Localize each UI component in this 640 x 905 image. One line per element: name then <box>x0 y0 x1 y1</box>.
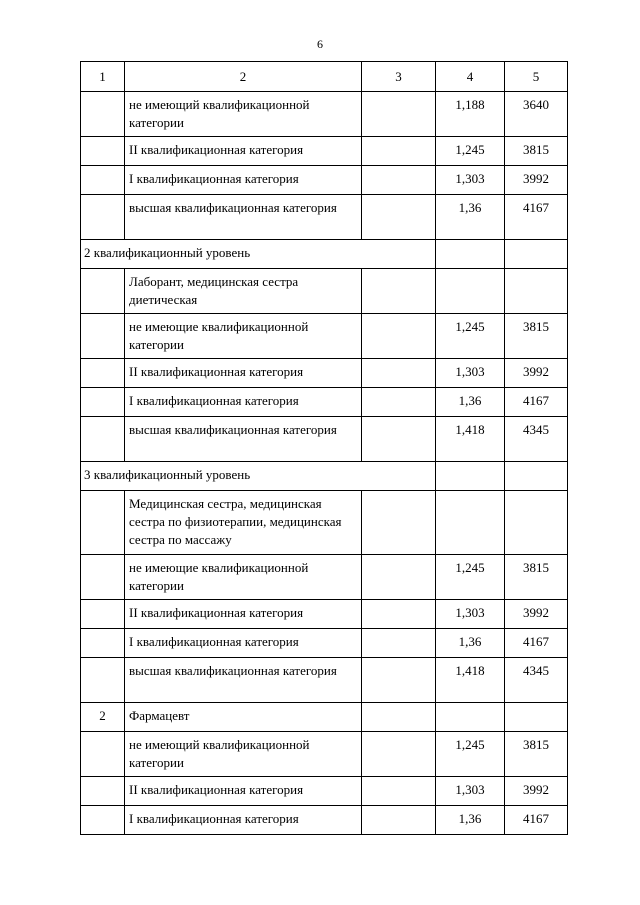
empty-cell <box>505 240 568 269</box>
empty-cell <box>436 462 505 491</box>
position-cell: высшая квалификационная категория <box>125 417 362 462</box>
column-3-cell <box>362 314 436 359</box>
row-number-cell <box>81 137 125 166</box>
tariff-table <box>80 61 568 835</box>
column-3-cell <box>362 195 436 240</box>
coefficient-cell <box>436 491 505 555</box>
table-row <box>81 314 568 359</box>
column-3-cell <box>362 806 436 835</box>
salary-cell: 3992 <box>505 600 568 629</box>
table-row <box>81 388 568 417</box>
header-cell: 1 <box>81 62 125 92</box>
column-3-cell <box>362 359 436 388</box>
table-row <box>81 417 568 462</box>
position-cell: II квалификационная категория <box>125 359 362 388</box>
empty-cell <box>436 240 505 269</box>
row-number-cell <box>81 491 125 555</box>
salary-cell: 3815 <box>505 555 568 600</box>
table-row <box>81 269 568 314</box>
column-3-cell <box>362 166 436 195</box>
coefficient-cell: 1,36 <box>436 388 505 417</box>
salary-cell: 4167 <box>505 806 568 835</box>
coefficient-cell <box>436 269 505 314</box>
row-number-cell <box>81 417 125 462</box>
row-number-cell <box>81 629 125 658</box>
qualification-level-row <box>81 240 568 269</box>
header-cell: 3 <box>362 62 436 92</box>
position-cell: высшая квалификационная категория <box>125 195 362 240</box>
salary-cell: 3992 <box>505 166 568 195</box>
coefficient-cell: 1,36 <box>436 629 505 658</box>
position-cell: высшая квалификационная категория <box>125 658 362 703</box>
coefficient-cell: 1,188 <box>436 92 505 137</box>
coefficient-cell: 1,245 <box>436 137 505 166</box>
salary-cell <box>505 269 568 314</box>
coefficient-cell: 1,245 <box>436 555 505 600</box>
salary-cell: 4167 <box>505 195 568 240</box>
salary-cell: 4345 <box>505 417 568 462</box>
column-3-cell <box>362 491 436 555</box>
qualification-level-row <box>81 462 568 491</box>
position-cell: I квалификационная категория <box>125 166 362 195</box>
coefficient-cell: 1,418 <box>436 658 505 703</box>
salary-cell: 3992 <box>505 359 568 388</box>
column-3-cell <box>362 732 436 777</box>
page-number: 6 <box>317 37 323 51</box>
column-3-cell <box>362 629 436 658</box>
column-3-cell <box>362 703 436 732</box>
row-number-cell <box>81 806 125 835</box>
row-number-cell <box>81 555 125 600</box>
column-3-cell <box>362 137 436 166</box>
table-row <box>81 555 568 600</box>
coefficient-cell: 1,303 <box>436 166 505 195</box>
table-row <box>81 359 568 388</box>
row-number-cell <box>81 777 125 806</box>
salary-cell: 3815 <box>505 732 568 777</box>
salary-cell: 3992 <box>505 777 568 806</box>
salary-cell: 4345 <box>505 658 568 703</box>
salary-cell: 4167 <box>505 388 568 417</box>
row-number-cell <box>81 269 125 314</box>
column-3-cell <box>362 269 436 314</box>
row-number-cell <box>81 314 125 359</box>
position-cell: Фармацевт <box>125 703 362 732</box>
salary-cell: 3815 <box>505 314 568 359</box>
salary-cell: 3640 <box>505 92 568 137</box>
column-3-cell <box>362 555 436 600</box>
position-cell: I квалификационная категория <box>125 629 362 658</box>
table-row <box>81 806 568 835</box>
table-row <box>81 629 568 658</box>
table-row <box>81 92 568 137</box>
header-cell: 4 <box>436 62 505 92</box>
coefficient-cell: 1,245 <box>436 732 505 777</box>
coefficient-cell: 1,245 <box>436 314 505 359</box>
header-cell: 5 <box>505 62 568 92</box>
column-3-cell <box>362 600 436 629</box>
column-3-cell <box>362 388 436 417</box>
qualification-level-label: 3 квалификационный уровень <box>81 462 436 491</box>
header-cell: 2 <box>125 62 362 92</box>
column-3-cell <box>362 777 436 806</box>
table-row <box>81 195 568 240</box>
position-cell: не имеющий квалификационной категории <box>125 92 362 137</box>
coefficient-cell <box>436 703 505 732</box>
position-cell: не имеющий квалификационной категории <box>125 732 362 777</box>
row-number-cell <box>81 600 125 629</box>
row-number-cell: 2 <box>81 703 125 732</box>
coefficient-cell: 1,36 <box>436 195 505 240</box>
salary-cell <box>505 703 568 732</box>
column-3-cell <box>362 658 436 703</box>
row-number-cell <box>81 195 125 240</box>
table-row <box>81 137 568 166</box>
position-cell: I квалификационная категория <box>125 806 362 835</box>
row-number-cell <box>81 359 125 388</box>
coefficient-cell: 1,303 <box>436 359 505 388</box>
table-row <box>81 600 568 629</box>
table-row <box>81 166 568 195</box>
position-cell: II квалификационная категория <box>125 137 362 166</box>
table-row <box>81 491 568 555</box>
row-number-cell <box>81 658 125 703</box>
coefficient-cell: 1,303 <box>436 600 505 629</box>
table-row <box>81 703 568 732</box>
empty-cell <box>505 462 568 491</box>
coefficient-cell: 1,36 <box>436 806 505 835</box>
salary-cell <box>505 491 568 555</box>
row-number-cell <box>81 732 125 777</box>
table-row <box>81 777 568 806</box>
position-cell: не имеющие квалификационной категории <box>125 314 362 359</box>
table-row <box>81 658 568 703</box>
row-number-cell <box>81 388 125 417</box>
position-cell: II квалификационная категория <box>125 777 362 806</box>
table-header-row <box>81 62 568 92</box>
column-3-cell <box>362 417 436 462</box>
salary-cell: 4167 <box>505 629 568 658</box>
row-number-cell <box>81 166 125 195</box>
coefficient-cell: 1,303 <box>436 777 505 806</box>
column-3-cell <box>362 92 436 137</box>
coefficient-cell: 1,418 <box>436 417 505 462</box>
position-cell: I квалификационная категория <box>125 388 362 417</box>
qualification-level-label: 2 квалификационный уровень <box>81 240 436 269</box>
position-cell: II квалификационная категория <box>125 600 362 629</box>
table-row <box>81 732 568 777</box>
position-cell: Лаборант, медицинская сестра диетическая <box>125 269 362 314</box>
position-cell: Медицинская сестра, медицинская сестра по физиотерапии, медицинская сестра по массажу <box>125 491 362 555</box>
position-cell: не имеющие квалификационной категории <box>125 555 362 600</box>
salary-cell: 3815 <box>505 137 568 166</box>
row-number-cell <box>81 92 125 137</box>
